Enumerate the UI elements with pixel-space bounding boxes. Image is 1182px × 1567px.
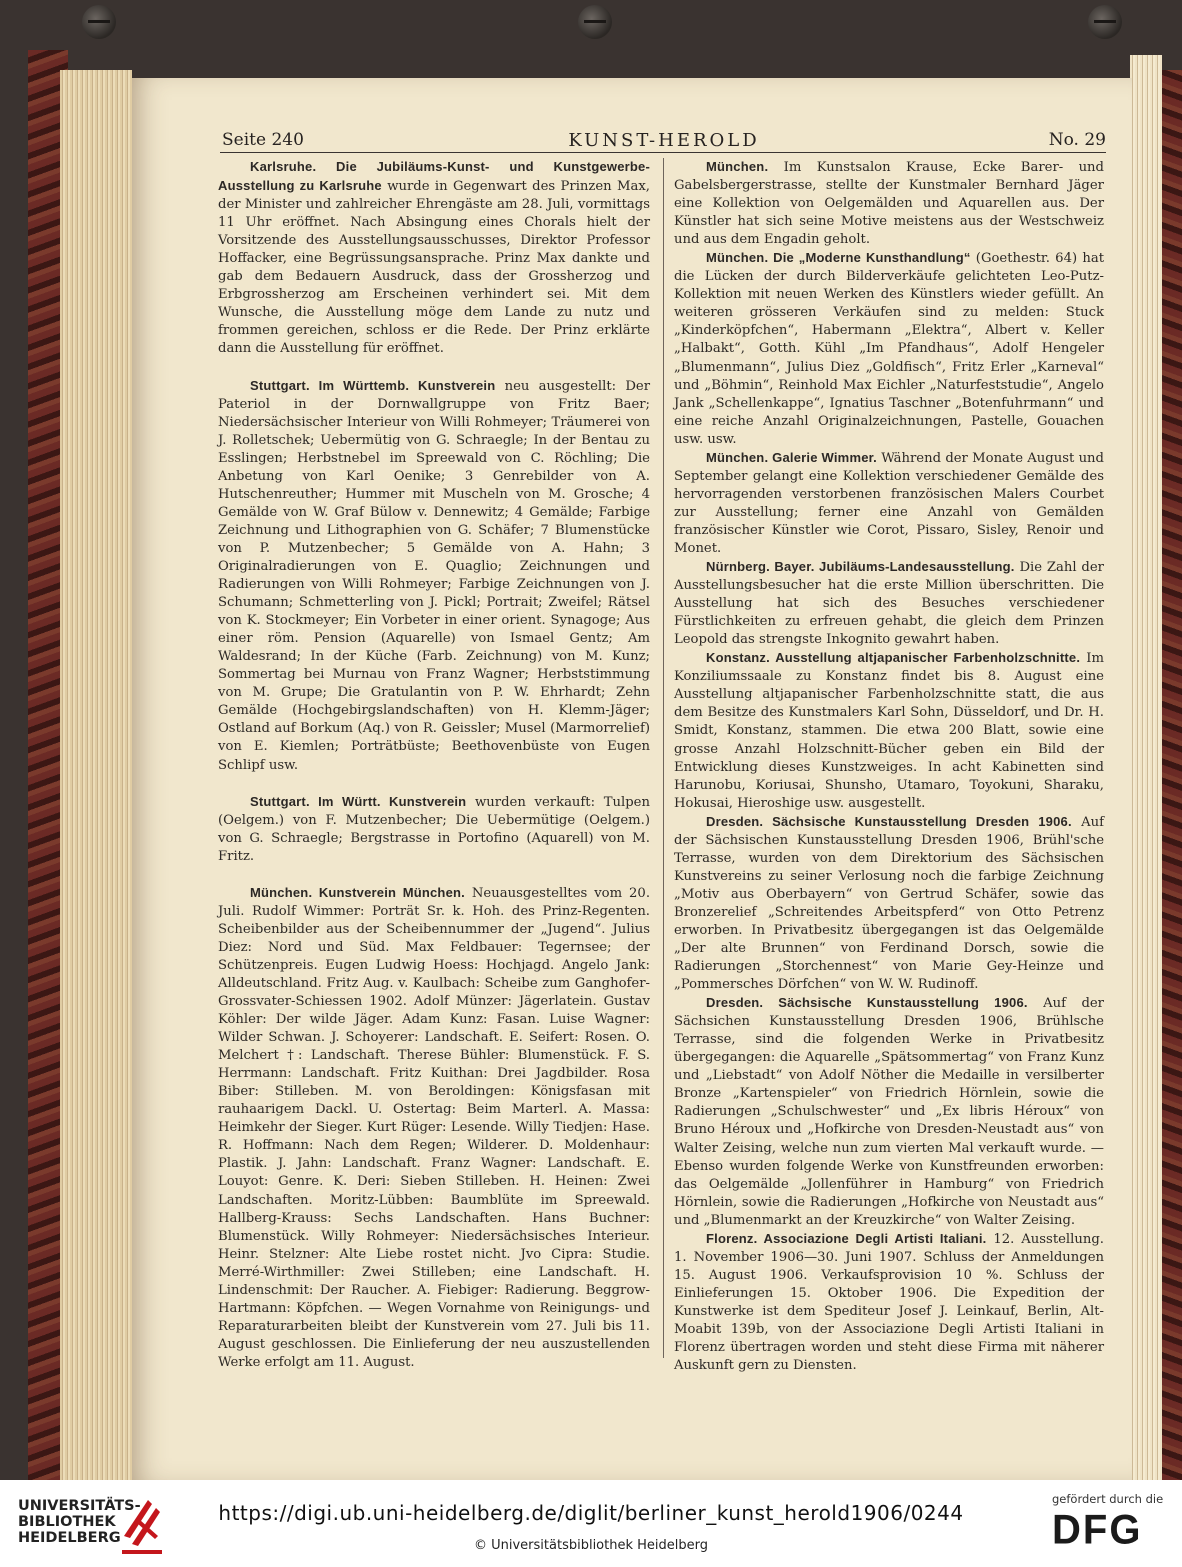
- article-text: 12. Ausstellung. 1. November 1906—30. Juni 1907. Schluss der Anmeldungen 15. August 1906. Verkaufsprovision 10 %. Schluss der Einlieferungen 15. Oktober 1906. Die Expedition der Kunstwerke ist dem Spediteur Josef J. Leinkauf, Berlin, Alt-Moabit 139b, von der Associazione Degli Artisti Italiani in Florenz übertragen worden und steht diese Firma mit näherer Auskunft gern zu Diensten.: [674, 1231, 1104, 1374]
- right-column: [674, 158, 1104, 1375]
- article-text: Auf der Sächsichen Kunstausstellung Dresden 1906, Brühlsche Terrasse, sind die folgenden Werke in Privatbesitz übergegangen: die Aquarelle „Spätsommertag“ von Franz Kunz und „Liebstadt“ von Adolf Nöther die Medaille in versilberter Bronze „Kartenspieler“ von Friedrich Hörnlein, sowie die Radierungen „Schulschwester“ und „Ex libris Héroux“ von Bruno Héroux und „Hofkirche von Dresden-Neustadt aus“ von Walter Zeising, welche nun zum vierten Mal verkauft wurde. — Ebenso wurden folgende Werke von Kunstfreunden erworben: das Oelgemälde „Jollenführer in Hamburg“ von Friedrich Hörnlein, sowie die Radierungen „Hofkirche von Neustadt aus“ und „Blumenmarkt an der Kreuzkirche“ von Walter Zeising.: [674, 996, 1104, 1228]
- article-heading: Dresden. Sächsische Kunstausstellung Dresden 1906.: [706, 813, 1072, 829]
- book-page: [132, 78, 1132, 1480]
- article-heading: Nürnberg. Bayer. Jubiläums-Landesausstellung.: [706, 559, 1015, 575]
- article-heading: Stuttgart. Im Württemb. Kunstverein: [250, 377, 496, 393]
- header-rule: [220, 152, 1106, 153]
- article: [218, 158, 650, 359]
- article: [674, 249, 1104, 449]
- article: [674, 449, 1104, 558]
- funding-caption: gefördert durch die: [1052, 1492, 1164, 1506]
- article-heading: Stuttgart. Im Württ. Kunstverein: [250, 793, 467, 809]
- article-text: Im Konziliumssaale zu Konstanz findet bis 8. August eine Ausstellung altjapanischer Farbenholzschnitte statt, die aus dem Besitze des Kunstmalers Karl Sohn, Düsseldorf, und Dr. H. Smidt, Konstanz, stammen. Die etwa 200 Blatt, sowie eine grosse Anzahl Holzschnitt-Bücher geben ein Bild der Entwicklung dieses Kunstzweiges. In acht Kabinetten sind Harunobu, Koriusai, Shunsho, Utamaro, Toyokuni, Sharaku, Hokusai, Hieroshige usw. ausgestellt.: [674, 651, 1104, 811]
- article-text: Auf der Sächsischen Kunstausstellung Dresden 1906, Brühl'sche Terrasse, wurden von dem Direktorium des Sächsischen Kunstvereins zu seiner Verlosung noch die farbige Zeichnung „Motiv aus Oberbayern“ von Gertrud Schäfer, sowie das Bronzerelief „Schreitendes Arbeitspferd“ von Otto Petrenz erworben. In Privatbesitz übergegangen ist das Oelgemälde „Der alte Brunnen“ von Ferdinand Dorsch, sowie die Radierungen „Storchennest“ von Marie Gey-Heinze und „Pommersches Dörfchen“ von W. W. Rudinoff.: [674, 814, 1104, 993]
- article: [674, 813, 1104, 994]
- article-text: wurde in Gegenwart des Prinzen Max, der Minister und zahlreicher Ehrengäste am 28. Juli, vormittags 11 Uhr eröffnet. Nach Absingung eines Chorals hielt der Vorsitzende des Ausstellungsausschusses, Direktor Professor Hoffacker, eine Begrüssungsansprache. Prinz Max dankte und gab dem Bedauern Ausdruck, dass der Grossherzog und Erbgrossherzog am Erscheinen verhindert sei. Mit dem Wunsche, die Ausstellung möge dem Lande zu nutz und frommen gereichen, schloss er die Rede. Der Prinz erklärte dann die Ausstellung für eröffnet.: [218, 179, 650, 357]
- article: [674, 1230, 1104, 1375]
- screw-icon: [82, 5, 116, 39]
- article-text: Neuausgestelltes vom 20. Juli. Rudolf Wimmer: Porträt Sr. k. Hoh. des Prinz-Regenten. Scheibenbilder aus der Scheibennummer der „Jugend“. Julius Diez: Nord und Süd. Max Feldbauer: Tegernsee; der Schützenpreis. Eugen Ludwig Hoess: Hochjagd. Angelo Jank: Alldeutschland. Fritz Aug. v. Kaulbach: Scheibe zum Ganghofer-Grossvater-Schiessen 1902. Adolf Münzer: Jägerlatein. Gustav Köhler: Der wilde Jäger. Adam Kunz: Fasan. Luise Wagner: Wilder Schwan. J. Schoyerer: Landschaft. E. Seifert: Rosen. O. Melchert †: Landschaft. Therese Bühler: Blumenstück. F. S. Herrmann: Landschaft. Fritz Kuithan: Drei Jagdbilder. Rosa Biber: Stilleben. M. von Beroldingen: Königsfasan mit rauhaarigem Dackl. U. Ostertag: Beim Marterl. A. Massa: Heimkehr der Sieger. Kurt Rüger: Lesende. Willy Tiedjen: Hase. R. Hoffmann: Nach dem Regen; Wilderer. D. Moldenhaur: Plastik. J. Jahn: Landschaft. Franz Wagner: Landschaft. E. Louyot: Genre. K. Deri: Sieben Stilleben. H. Heinen: Zwei Landschaften. Moritz-Lübben: Baumblüte im Spreewald. Hallberg-Krauss: Sechs Landschaften. Hans Buchner: Blumenstück. Willy Rohmeyer: Niedersächsisches Interieur. Heinr. Stelzner: Alte Liebe rostet nicht. Jvo Cipra: Studie. Merré-Wirthmiller: Zwei Stilleben; eine Landschaft. H. Lindenschmit: Der Raucher. A. Fiebiger: Radierung. Beggrow-Hartmann: Köpfchen. — Wegen Vornahme von Reinigungs- und Reparaturarbeiten bleibt der Kunstverein vom 27. Juli bis 11. August geschlossen. Die Einlieferung der neu auszustellenden Werke erfolgt am 11. August.: [218, 885, 651, 1370]
- article-heading: München.: [706, 159, 769, 174]
- article-heading: Dresden. Sächsische Kunstausstellung 1906.: [706, 995, 1028, 1011]
- copyright-notice: © Universitätsbibliothek Heidelberg: [473, 1538, 708, 1553]
- library-name-line: BIBLIOTHEK: [18, 1514, 116, 1530]
- article: [674, 649, 1104, 812]
- article: [218, 884, 650, 1372]
- article-text: neu ausgestellt: Der Pateriol in der Dornwallgruppe von Fritz Baer; Niedersächsischer Interieur von Willi Rohmeyer; Träumerei von J. Rolletschek; Uebermütig von G. Schraegle; In der Bentau zu Esslingen; Herbstnebel im Spreewald von C. Röchling; Die Anbetung von Karl Oenike; 3 Genrebilder von A. Hutschenreuther; Hummer mit Muscheln von M. Grosche; 4 Gemälde von W. Graf Bülow v. Dennewitz; 4 Gemälde; Farbige Zeichnung und Lithographien von G. Schäfer; 7 Blumenstücke von P. Mutzenbecher; 5 Gemälde von A. Hahn; 3 Originalradierungen von E. Quaglio; Zeichnungen und Radierungen von Willi Rohmeyer; Farbige Zeichnungen von J. Schumann; Schmetterling von J. Pickl; Portrait; Zweifel; Rätsel von K. Stockmeyer; Ein Vorbeter in einer orient. Synagoge; Aus einer röm. Pension (Aquarelle) von Ismael Gentz; Am Waldesrand; In der Küche (Farb. Zeichnung) von M. Kunz; Sommertag bei Murnau von Franz Wagner; Herbststimmung von M. Grupe; Die Gratulantin von P. W. Ehrhardt; Zehn Gemälde (Hochgebirgslandschaften) von H. Klemm-Jäger; Ostland auf Borkum (Aq.) von R. Geissler; Musel (Marmorrelief) von E. Kiemlen; Porträtbüste; Beethovenbüste von Eugen Schlipf usw.: [218, 378, 650, 773]
- article-heading: Florenz. Associazione Degli Artisti Italiani.: [706, 1230, 987, 1246]
- article-text: Die Zahl der Ausstellungsbesucher hat die erste Million überschritten. Die Ausstellung hat sich des Besuches verschiedener Fürstlichkeiten zu erfreuen gehabt, die gleich dem Prinzen Leopold das strengste Inkognito gewahrt haben.: [674, 560, 1104, 648]
- page-stack-left: [60, 70, 132, 1480]
- article-heading: Karlsruhe. Die Jubiläums-Kunst- und Kunstgewerbe-Ausstellung zu Karlsruhe: [218, 159, 650, 194]
- article-text: wurden verkauft: Tulpen (Oelgem.) von F. Mutzenbecher; Die Uebermütige (Oelgem.) von G. Schraegle; Bergstrasse in Portofino (Aquarell) von M. Fritz.: [218, 794, 650, 864]
- article-text: Im Kunstsalon Krause, Ecke Barer- und Gabelsbergerstrasse, stellte der Kunstmaler Bernhard Jäger eine Kollektion von Oelgemälden und Aquarellen aus. Der Künstler hat sich seine Motive meistens aus der Westschweiz und aus dem Engadin geholt.: [674, 160, 1104, 248]
- article-text: Während der Monate August und September gelangt eine Kollektion verschiedener Gemälde des hervorragenden verstorbenen französischen Malers Courbet zur Ausstellung; ferner eine Anzahl von Gemälden französischer Künstler wie Corot, Pissaro, Sisley, Renoir und Monet.: [674, 450, 1104, 556]
- article: [674, 158, 1104, 249]
- article-heading: München. Kunstverein München.: [250, 884, 465, 900]
- dfg-logo[interactable]: DFG: [1052, 1506, 1143, 1554]
- page-stack-right: [1130, 55, 1162, 1480]
- article-text: (Goethestr. 64) hat die Lücken der durch Bilderverkäufe gelichteten Leo-Putz-Kollektion mit neuen Werken des Künstlers wieder gefüllt. An weiteren grösseren Verkäufen sind zu melden: Stuck „Kinderköpfchen“, Habermann „Elektra“, Albert v. Keller „Halbakt“, Gotth. Kühl „Im Pfandhaus“, Adolf Hengeler „Blumenmann“, Julius Diez „Goldfisch“, Fritz Erler „Karneval“ und „Böhmin“, Reinhold Max Eichler „Naturfeststudie“, Angelo Jank „Schellenkappe“, Ignatius Taschner „Botenfuhrmann“ und eine reiche Anzahl Originalzeichnungen, Pastelle, Gouachen usw. usw.: [674, 251, 1104, 447]
- page-number: Seite 240: [222, 130, 304, 150]
- article-heading: München. Galerie Wimmer.: [706, 449, 877, 465]
- screw-icon: [1088, 5, 1122, 39]
- article: [674, 558, 1104, 649]
- journal-title: KUNST-HEROLD: [568, 130, 760, 151]
- library-name-line: HEIDELBERG: [18, 1530, 121, 1546]
- article: [218, 793, 650, 866]
- left-column: [218, 158, 650, 1372]
- issue-number: No. 29: [1048, 130, 1106, 150]
- screw-icon: [578, 5, 612, 39]
- column-divider: [663, 158, 664, 1358]
- library-name-line: UNIVERSITÄTS-: [18, 1498, 141, 1514]
- article-heading: München. Die „Moderne Kunsthandlung“: [706, 250, 971, 266]
- book-cover-right: [1160, 70, 1182, 1480]
- viewer-footer: [0, 1480, 1182, 1567]
- document-url[interactable]: https://digi.ub.uni-heidelberg.de/diglit/berliner_kunst_herold1906/0244: [218, 1501, 964, 1525]
- article-heading: Konstanz. Ausstellung altjapanischer Farbenholzschnitte.: [706, 650, 1081, 666]
- article: [218, 377, 650, 775]
- article: [674, 994, 1104, 1230]
